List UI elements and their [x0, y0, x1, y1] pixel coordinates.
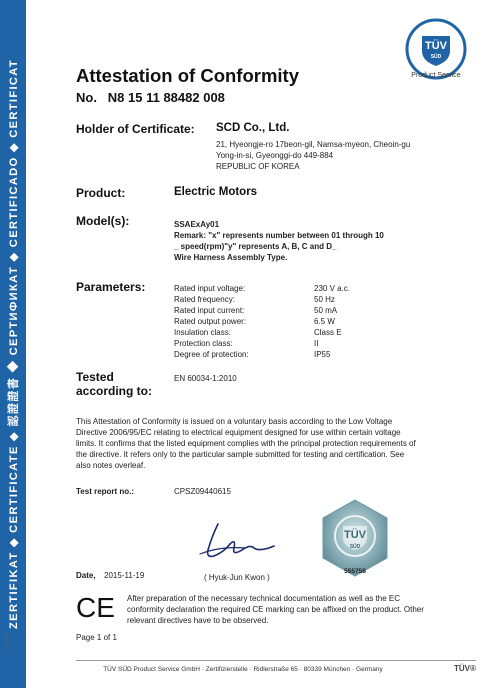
test-report-number: CPSZ09440615 — [174, 487, 231, 496]
statement-line: limits. It confirms that the listed equipment complies with the principal protection requirements of — [76, 439, 416, 448]
tuv-sud-logo — [405, 18, 467, 80]
statement-line: the directive. It refers only to the particular sample submitted for testing and certification. See — [76, 450, 405, 459]
footer-divider — [76, 660, 476, 661]
date-label: Date, — [76, 571, 96, 580]
model-remark-1: Remark: "x" represents number between 01 through 10 — [174, 231, 384, 240]
footer-tuv-logo: TÜV® — [454, 664, 476, 673]
parameter-value: 50 Hz — [314, 295, 335, 304]
parameter-value: 230 V a.c. — [314, 284, 351, 293]
certificate-number: N8 15 11 88482 008 — [107, 90, 225, 105]
hologram-letters: TÜV — [344, 529, 366, 541]
tuv-hologram-seal — [315, 498, 395, 578]
holder-address-2: Yong-in-si, Gyeonggi-do 449-884 — [216, 151, 334, 160]
ce-mark — [76, 593, 116, 621]
sidebar-certificate-text: ZERTIFIKAT ◆ CERTIFICATE ◆ 認證證書 ◆ СЕРТИФИКАТ ◆ CERTIFICADO ◆ CERTIFICAT — [8, 59, 20, 629]
test-report-label: Test report no.: — [76, 487, 135, 496]
ce-mark-letters: CE — [76, 593, 115, 621]
model-remark-3: Wire Harness Assembly Type. — [174, 253, 288, 262]
parameter-key: Degree of protection: — [174, 350, 249, 359]
model-remark-2: _ speed(rpm)"y" represents A, B, C and D_ — [174, 242, 337, 251]
product-label: Product: — [76, 186, 126, 200]
parameter-key: Insulation class: — [174, 328, 231, 337]
parameter-key: Rated frequency: — [174, 295, 235, 304]
ce-line: relevant directives have to be observed. — [127, 616, 269, 625]
conformity-statement — [76, 416, 432, 471]
logo-caption: Product Service — [411, 72, 461, 79]
document-title: Attestation of Conformity — [76, 65, 300, 86]
statement-line: also notes overleaf. — [76, 461, 146, 470]
form-code: A1 / 04.11 — [3, 632, 8, 650]
models-label: Model(s): — [76, 214, 130, 228]
hologram-sub: SÜD — [349, 544, 361, 550]
date-value: 2015-11-19 — [104, 571, 145, 580]
holder-label: Holder of Certificate: — [76, 122, 195, 136]
parameter-value: II — [314, 339, 319, 348]
product-value: Electric Motors — [174, 186, 258, 198]
statement-line: This Attestation of Conformity is issued on a voluntary basis according to the Low Voltage — [76, 417, 393, 426]
ce-statement — [127, 593, 427, 626]
hologram-number: 555758 — [344, 568, 366, 575]
ce-line: After preparation of the necessary technical documentation as well as the EC — [127, 594, 401, 603]
signer-name: ( Hyuk-Jun Kwon ) — [204, 573, 270, 582]
parameter-value: 50 mA — [314, 306, 338, 315]
certificate-sidebar-band — [0, 0, 26, 688]
parameter-key: Rated output power: — [174, 317, 247, 326]
holder-address-1: 21, Hyeongje-ro 17beon-gil, Namsa-myeon, Cheoin-gu — [216, 140, 411, 149]
ce-line: conformity declaration the required CE marking can be affixed on the product. Other — [127, 605, 424, 614]
logo-sub: SÜD — [430, 54, 442, 60]
parameter-value: 6.5 W — [314, 317, 335, 326]
holder-name: SCD Co., Ltd. — [216, 122, 290, 134]
holder-country: REPUBLIC OF KOREA — [216, 162, 300, 171]
tested-label-2: according to: — [76, 384, 153, 398]
parameter-value: Class E — [314, 328, 342, 337]
model-value: SSAExAy01 — [174, 220, 220, 229]
parameter-value: IP55 — [314, 350, 331, 359]
page-number: Page 1 of 1 — [76, 633, 117, 642]
parameter-key: Rated input current: — [174, 306, 245, 315]
tested-label-1: Tested — [76, 370, 114, 384]
number-label: No. — [76, 90, 97, 105]
parameter-key: Protection class: — [174, 339, 233, 348]
handwritten-signature — [190, 520, 280, 568]
parameters-label: Parameters: — [76, 280, 146, 294]
logo-letters: TÜV — [425, 40, 447, 52]
certificate-number-line — [76, 90, 225, 105]
tested-standard: EN 60034-1:2010 — [174, 374, 237, 383]
statement-line: Directive 2006/95/EC relating to electrical equipment designed for use within certain voltage — [76, 428, 401, 437]
parameter-key: Rated input voltage: — [174, 284, 246, 293]
footer-address: TÜV SÜD Product Service GmbH · Zertifizierstelle · Ridlerstraße 65 · 80339 München · Germany — [103, 666, 383, 673]
